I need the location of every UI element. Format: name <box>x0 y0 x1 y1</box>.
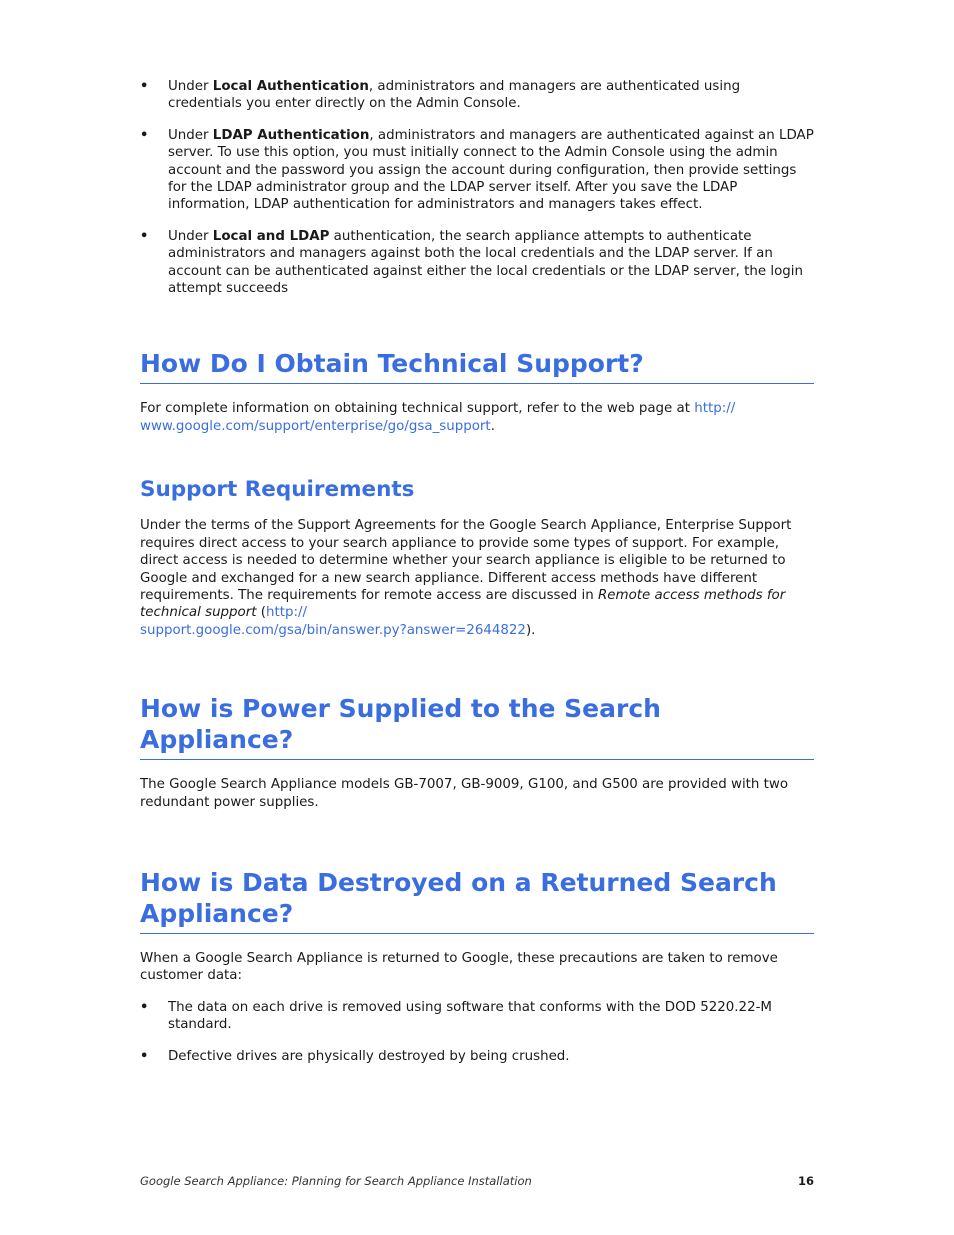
bullet-icon: • <box>140 127 149 143</box>
support-text-end: . <box>490 418 495 434</box>
requirements-paragraph <box>140 517 814 639</box>
bullet-text: The data on each drive is removed using software that conforms with the DOD 5220.22-M standard. <box>168 999 772 1033</box>
support-heading: How Do I Obtain Technical Support? <box>140 348 814 384</box>
requirements-heading: Support Requirements <box>140 477 415 503</box>
data-destroyed-bullet-list <box>140 999 814 1065</box>
bullet-term: Local Authentication <box>212 79 369 94</box>
bullet-prefix: Under <box>168 79 213 94</box>
support-link[interactable]: http:// www.google.com/support/enterprise/go/gsa_support <box>140 401 736 434</box>
list-item <box>140 78 814 113</box>
requirements-link[interactable]: http:// support.google.com/gsa/bin/answer.py?answer=2644822 <box>140 605 526 638</box>
bullet-icon: • <box>140 228 149 244</box>
bullet-term: Local and LDAP <box>212 228 330 244</box>
list-item <box>140 228 814 298</box>
bullet-text: , administrators and managers are authenticated using credentials you enter directly on the Admin Console. <box>168 79 741 112</box>
bullet-text: , administrators and managers are authenticated against an LDAP server. To use this option, you must initially connect to the Admin Console using the admin account and the password you assign the account during configuration, then provide settings for the LDAP administrator group and the LDAP server itself. After you save the LDAP information, LDAP authentication for administrators and managers takes effect. <box>168 127 814 213</box>
auth-bullet-list <box>140 78 814 297</box>
page-number: 16 <box>797 1174 814 1188</box>
bullet-prefix: Under <box>168 228 213 244</box>
bullet-prefix: Under <box>168 127 213 143</box>
bullet-icon: • <box>140 79 149 94</box>
footer-document-title: Google Search Appliance: Planning for Search Appliance Installation <box>140 1174 532 1188</box>
list-item <box>140 999 814 1034</box>
bullet-text: Defective drives are physically destroyed by being crushed. <box>168 1048 570 1064</box>
bullet-term: LDAP Authentication <box>212 127 370 143</box>
list-item <box>140 127 814 214</box>
data-destroyed-heading: How is Data Destroyed on a Returned Search Appliance? <box>140 867 814 934</box>
data-destroyed-paragraph: When a Google Search Appliance is returned to Google, these precautions are taken to remove customer data: <box>140 950 778 984</box>
support-paragraph <box>140 400 814 435</box>
page-footer <box>140 1173 814 1189</box>
bullet-text: authentication, the search appliance attempts to authenticate administrators and managers against both the local credentials and the LDAP server. If an account can be authenticated against either the local credentials or the LDAP server, the login attempt succeeds <box>168 228 803 297</box>
power-heading: How is Power Supplied to the Search Appliance? <box>140 693 814 760</box>
support-text: For complete information on obtaining technical support, refer to the web page at <box>140 401 695 417</box>
requirements-italic: Remote access methods for technical support <box>140 587 786 621</box>
bullet-icon: • <box>140 999 149 1015</box>
bullet-icon: • <box>140 1048 149 1064</box>
power-paragraph: The Google Search Appliance models GB-7007, GB-9009, G100, and G500 are provided with two redundant power supplies. <box>140 777 789 810</box>
requirements-text-end: ). <box>525 622 536 638</box>
page-content <box>140 78 814 1079</box>
list-item <box>140 1048 814 1065</box>
paren-open: ( <box>256 605 266 621</box>
requirements-text: Under the terms of the Support Agreements for the Google Search Appliance, Enterprise Support requires direct access to your search appliance to provide some types of support. For example, direct access is needed to determine whether your search appliance is eligible to be returned to Google and exchanged for a new search appliance. Different access methods have different requirements. The requirements for remote access are discussed in <box>140 518 792 603</box>
